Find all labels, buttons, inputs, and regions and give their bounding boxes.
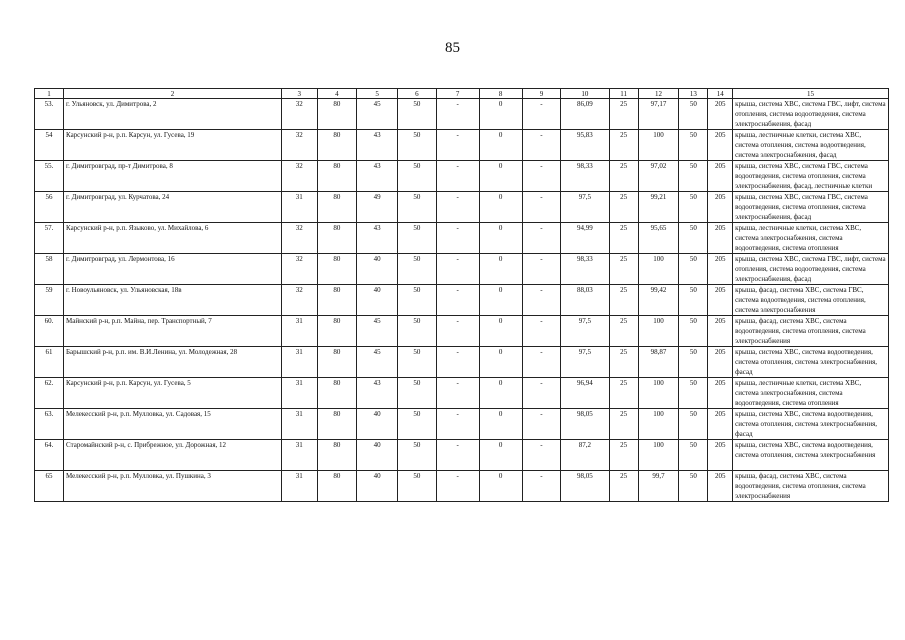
col11-cell: 25 xyxy=(609,347,638,378)
col10-cell: 97,5 xyxy=(561,192,609,223)
col11-cell: 25 xyxy=(609,440,638,471)
col5-cell: 40 xyxy=(357,285,398,316)
col3-cell: 31 xyxy=(282,409,317,440)
col8-cell: 0 xyxy=(479,347,522,378)
col12-cell: 100 xyxy=(638,254,679,285)
col10-cell: 97,5 xyxy=(561,316,609,347)
col7-cell: - xyxy=(436,130,479,161)
col12-cell: 100 xyxy=(638,409,679,440)
col14-cell: 205 xyxy=(708,471,733,502)
col12-cell: 95,65 xyxy=(638,223,679,254)
col4-cell: 80 xyxy=(317,99,357,130)
col13-cell: 50 xyxy=(679,347,708,378)
col5-cell: 45 xyxy=(357,99,398,130)
col8-cell: 0 xyxy=(479,99,522,130)
col10-cell: 94,99 xyxy=(561,223,609,254)
col14-cell: 205 xyxy=(708,223,733,254)
col11-cell: 25 xyxy=(609,316,638,347)
col6-cell: 50 xyxy=(398,223,437,254)
table-row xyxy=(35,347,889,378)
row-number: 57. xyxy=(35,223,64,254)
col7-cell: - xyxy=(436,316,479,347)
col6-cell: 50 xyxy=(398,130,437,161)
col11-cell: 25 xyxy=(609,223,638,254)
row-number: 53. xyxy=(35,99,64,130)
works-cell: крыша, лестничные клетки, система ХВС, система электроснабжения, система водоотведения, система отопления xyxy=(733,223,889,254)
col4-cell: 80 xyxy=(317,471,357,502)
col6-cell: 50 xyxy=(398,409,437,440)
col8-cell: 0 xyxy=(479,161,522,192)
col5-cell: 43 xyxy=(357,130,398,161)
col14-cell: 205 xyxy=(708,316,733,347)
col3-cell: 32 xyxy=(282,223,317,254)
column-number-9: 9 xyxy=(522,89,561,99)
table-row xyxy=(35,471,889,502)
col11-cell: 25 xyxy=(609,192,638,223)
col5-cell: 45 xyxy=(357,347,398,378)
data-table xyxy=(34,88,889,502)
table-row xyxy=(35,130,889,161)
col12-cell: 99,42 xyxy=(638,285,679,316)
table-row xyxy=(35,99,889,130)
col13-cell: 50 xyxy=(679,285,708,316)
row-number: 62. xyxy=(35,378,64,409)
col10-cell: 98,05 xyxy=(561,409,609,440)
col12-cell: 98,87 xyxy=(638,347,679,378)
col5-cell: 43 xyxy=(357,161,398,192)
col9-cell: - xyxy=(522,223,561,254)
table-row xyxy=(35,409,889,440)
column-number-row xyxy=(35,89,889,99)
table-row xyxy=(35,161,889,192)
col13-cell: 50 xyxy=(679,409,708,440)
page-number: 85 xyxy=(445,40,460,56)
col10-cell: 97,5 xyxy=(561,347,609,378)
works-cell: крыша, фасад, система ХВС, система водоотведения, система отопления, система электроснабжения xyxy=(733,316,889,347)
col10-cell: 96,94 xyxy=(561,378,609,409)
col12-cell: 97,02 xyxy=(638,161,679,192)
table-row xyxy=(35,285,889,316)
works-cell: крыша, система ХВС, система ГВС, система водоотведения, система отопления, система электроснабжения, фасад xyxy=(733,192,889,223)
works-cell: крыша, лестничные клетки, система ХВС, система отопления, система водоотведения, система электроснабжения, фасад xyxy=(733,130,889,161)
col9-cell: - xyxy=(522,254,561,285)
col7-cell: - xyxy=(436,99,479,130)
col6-cell: 50 xyxy=(398,161,437,192)
column-number-2: 2 xyxy=(64,89,282,99)
column-number-13: 13 xyxy=(679,89,708,99)
address-cell: Карсунский р-н, р.п. Карсун, ул. Гусева, 5 xyxy=(64,378,282,409)
col13-cell: 50 xyxy=(679,99,708,130)
col9-cell: - xyxy=(522,378,561,409)
col8-cell: 0 xyxy=(479,409,522,440)
address-cell: г. Ульяновск, ул. Димитрова, 2 xyxy=(64,99,282,130)
address-cell: г. Димитровград, ул. Курчатова, 24 xyxy=(64,192,282,223)
col9-cell: - xyxy=(522,347,561,378)
column-number-14: 14 xyxy=(708,89,733,99)
col13-cell: 50 xyxy=(679,161,708,192)
col8-cell: 0 xyxy=(479,471,522,502)
col8-cell: 0 xyxy=(479,223,522,254)
works-cell: крыша, фасад, система ХВС, система водоотведения, система отопления, система электроснабжения xyxy=(733,471,889,502)
works-cell: крыша, система ХВС, система ГВС, лифт, система отопления, система водоотведения, система электроснабжения, фасад xyxy=(733,254,889,285)
col3-cell: 32 xyxy=(282,254,317,285)
col3-cell: 31 xyxy=(282,316,317,347)
col8-cell: 0 xyxy=(479,130,522,161)
col3-cell: 31 xyxy=(282,347,317,378)
col3-cell: 31 xyxy=(282,378,317,409)
col10-cell: 88,03 xyxy=(561,285,609,316)
col14-cell: 205 xyxy=(708,99,733,130)
col11-cell: 25 xyxy=(609,471,638,502)
col13-cell: 50 xyxy=(679,254,708,285)
col5-cell: 49 xyxy=(357,192,398,223)
column-number-4: 4 xyxy=(317,89,357,99)
row-number: 59 xyxy=(35,285,64,316)
col7-cell: - xyxy=(436,285,479,316)
column-number-10: 10 xyxy=(561,89,609,99)
col14-cell: 205 xyxy=(708,378,733,409)
col8-cell: 0 xyxy=(479,254,522,285)
col7-cell: - xyxy=(436,223,479,254)
col7-cell: - xyxy=(436,471,479,502)
address-cell: Барышский р-н, р.п. им. В.И.Ленина, ул. Молодежная, 28 xyxy=(64,347,282,378)
col7-cell: - xyxy=(436,378,479,409)
col10-cell: 95,83 xyxy=(561,130,609,161)
address-cell: Карсунский р-н, р.п. Карсун, ул. Гусева, 19 xyxy=(64,130,282,161)
col3-cell: 32 xyxy=(282,285,317,316)
address-cell: Старомайнский р-н, с. Прибрежное, ул. Дорожная, 12 xyxy=(64,440,282,471)
col5-cell: 40 xyxy=(357,440,398,471)
col10-cell: 98,33 xyxy=(561,161,609,192)
col5-cell: 45 xyxy=(357,316,398,347)
col9-cell: - xyxy=(522,161,561,192)
col13-cell: 50 xyxy=(679,440,708,471)
row-number: 60. xyxy=(35,316,64,347)
col12-cell: 100 xyxy=(638,316,679,347)
col10-cell: 87,2 xyxy=(561,440,609,471)
col7-cell: - xyxy=(436,440,479,471)
address-cell: г. Димитровград, ул. Лермонтова, 16 xyxy=(64,254,282,285)
col5-cell: 40 xyxy=(357,254,398,285)
col7-cell: - xyxy=(436,347,479,378)
col13-cell: 50 xyxy=(679,378,708,409)
col12-cell: 100 xyxy=(638,378,679,409)
row-number: 61 xyxy=(35,347,64,378)
works-cell: крыша, лестничные клетки, система ХВС, система электроснабжения, система водоотведения, система отопления xyxy=(733,378,889,409)
col6-cell: 50 xyxy=(398,316,437,347)
col9-cell: - xyxy=(522,440,561,471)
col3-cell: 32 xyxy=(282,161,317,192)
row-number: 63. xyxy=(35,409,64,440)
col6-cell: 50 xyxy=(398,99,437,130)
col12-cell: 100 xyxy=(638,130,679,161)
col3-cell: 31 xyxy=(282,471,317,502)
col14-cell: 205 xyxy=(708,130,733,161)
col9-cell: - xyxy=(522,192,561,223)
col9-cell: - xyxy=(522,409,561,440)
column-number-12: 12 xyxy=(638,89,679,99)
col11-cell: 25 xyxy=(609,161,638,192)
address-cell: Мелекесский р-н, р.п. Мулловка, ул. Садовая, 15 xyxy=(64,409,282,440)
address-cell: Майнский р-н, р.п. Майна, пер. Транспортный, 7 xyxy=(64,316,282,347)
col10-cell: 86,09 xyxy=(561,99,609,130)
col14-cell: 205 xyxy=(708,254,733,285)
col13-cell: 50 xyxy=(679,130,708,161)
table-row xyxy=(35,440,889,471)
table-row xyxy=(35,316,889,347)
col11-cell: 25 xyxy=(609,99,638,130)
table-row xyxy=(35,192,889,223)
col14-cell: 205 xyxy=(708,409,733,440)
col3-cell: 32 xyxy=(282,130,317,161)
col12-cell: 99,21 xyxy=(638,192,679,223)
col14-cell: 205 xyxy=(708,161,733,192)
row-number: 55. xyxy=(35,161,64,192)
col4-cell: 80 xyxy=(317,378,357,409)
col8-cell: 0 xyxy=(479,316,522,347)
col8-cell: 0 xyxy=(479,285,522,316)
col10-cell: 98,05 xyxy=(561,471,609,502)
row-number: 64. xyxy=(35,440,64,471)
address-cell: г. Новоульяновск, ул. Ульяновская, 18в xyxy=(64,285,282,316)
col9-cell: - xyxy=(522,471,561,502)
col4-cell: 80 xyxy=(317,316,357,347)
column-number-15: 15 xyxy=(733,89,889,99)
col13-cell: 50 xyxy=(679,223,708,254)
col11-cell: 25 xyxy=(609,254,638,285)
col9-cell: - xyxy=(522,285,561,316)
col11-cell: 25 xyxy=(609,130,638,161)
column-number-7: 7 xyxy=(436,89,479,99)
col4-cell: 80 xyxy=(317,130,357,161)
col9-cell: - xyxy=(522,316,561,347)
col7-cell: - xyxy=(436,409,479,440)
col14-cell: 205 xyxy=(708,347,733,378)
col14-cell: 205 xyxy=(708,285,733,316)
table-row xyxy=(35,378,889,409)
col4-cell: 80 xyxy=(317,440,357,471)
col5-cell: 40 xyxy=(357,471,398,502)
col4-cell: 80 xyxy=(317,285,357,316)
col4-cell: 80 xyxy=(317,161,357,192)
col4-cell: 80 xyxy=(317,347,357,378)
col3-cell: 31 xyxy=(282,192,317,223)
col12-cell: 99,7 xyxy=(638,471,679,502)
works-cell: крыша, система ХВС, система водоотведения, система отопления, система электроснабжения, фасад xyxy=(733,347,889,378)
address-cell: Мелекесский р-н, р.п. Мулловка, ул. Пушкина, 3 xyxy=(64,471,282,502)
col4-cell: 80 xyxy=(317,409,357,440)
col11-cell: 25 xyxy=(609,409,638,440)
table-row xyxy=(35,254,889,285)
address-cell: Карсунский р-н, р.п. Языково, ул. Михайлова, 6 xyxy=(64,223,282,254)
column-number-6: 6 xyxy=(398,89,437,99)
col9-cell: - xyxy=(522,130,561,161)
col10-cell: 98,33 xyxy=(561,254,609,285)
col7-cell: - xyxy=(436,254,479,285)
column-number-8: 8 xyxy=(479,89,522,99)
works-cell: крыша, фасад, система ХВС, система ГВС, система водоотведения, система отопления, система электроснабжения xyxy=(733,285,889,316)
col13-cell: 50 xyxy=(679,192,708,223)
row-number: 56 xyxy=(35,192,64,223)
col14-cell: 205 xyxy=(708,192,733,223)
col5-cell: 43 xyxy=(357,378,398,409)
works-cell: крыша, система ХВС, система водоотведения, система отопления, система электроснабжения xyxy=(733,440,889,471)
col7-cell: - xyxy=(436,161,479,192)
row-number: 65 xyxy=(35,471,64,502)
row-number: 58 xyxy=(35,254,64,285)
col6-cell: 50 xyxy=(398,285,437,316)
works-cell: крыша, система ХВС, система водоотведения, система отопления, система электроснабжения, фасад xyxy=(733,409,889,440)
col3-cell: 31 xyxy=(282,440,317,471)
col12-cell: 100 xyxy=(638,440,679,471)
column-number-1: 1 xyxy=(35,89,64,99)
column-number-3: 3 xyxy=(282,89,317,99)
col6-cell: 50 xyxy=(398,440,437,471)
col13-cell: 50 xyxy=(679,471,708,502)
col14-cell: 205 xyxy=(708,440,733,471)
col6-cell: 50 xyxy=(398,192,437,223)
col4-cell: 80 xyxy=(317,223,357,254)
col7-cell: - xyxy=(436,192,479,223)
col6-cell: 50 xyxy=(398,471,437,502)
col8-cell: 0 xyxy=(479,378,522,409)
col6-cell: 50 xyxy=(398,378,437,409)
col11-cell: 25 xyxy=(609,285,638,316)
col3-cell: 32 xyxy=(282,99,317,130)
table-row xyxy=(35,223,889,254)
column-number-5: 5 xyxy=(357,89,398,99)
col9-cell: - xyxy=(522,99,561,130)
col4-cell: 80 xyxy=(317,192,357,223)
column-number-11: 11 xyxy=(609,89,638,99)
col8-cell: 0 xyxy=(479,192,522,223)
col8-cell: 0 xyxy=(479,440,522,471)
works-cell: крыша, система ХВС, система ГВС, система водоотведения, система отопления, система электроснабжения, фасад, лестничные клетки xyxy=(733,161,889,192)
col6-cell: 50 xyxy=(398,347,437,378)
col5-cell: 40 xyxy=(357,409,398,440)
row-number: 54 xyxy=(35,130,64,161)
col6-cell: 50 xyxy=(398,254,437,285)
col12-cell: 97,17 xyxy=(638,99,679,130)
works-cell: крыша, система ХВС, система ГВС, лифт, система отопления, система водоотведения, система электроснабжения, фасад xyxy=(733,99,889,130)
col11-cell: 25 xyxy=(609,378,638,409)
address-cell: г. Димитровград, пр-т Димитрова, 8 xyxy=(64,161,282,192)
col5-cell: 43 xyxy=(357,223,398,254)
col13-cell: 50 xyxy=(679,316,708,347)
col4-cell: 80 xyxy=(317,254,357,285)
